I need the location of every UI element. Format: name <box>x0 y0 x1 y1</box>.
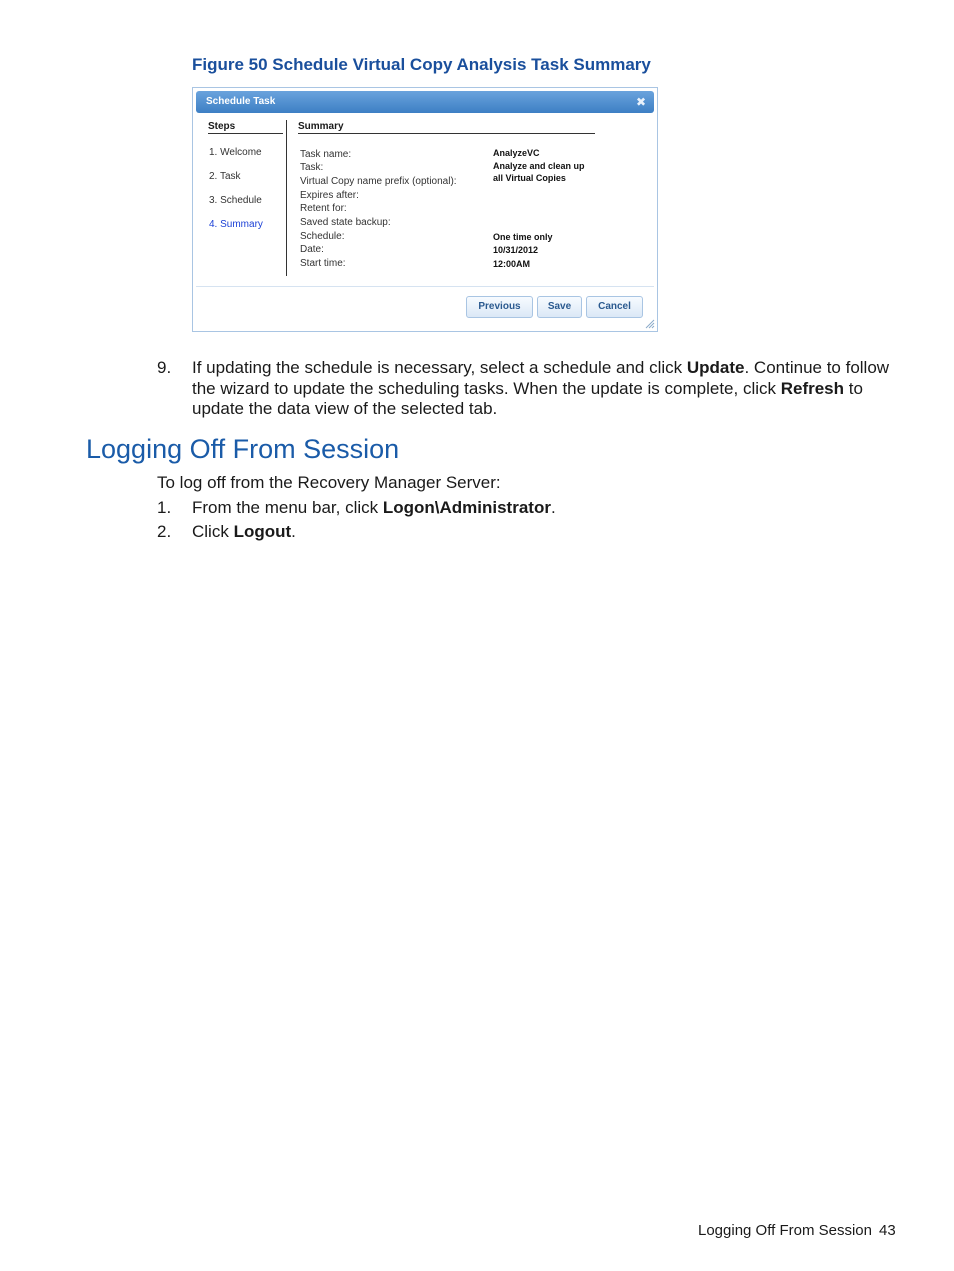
summary-header: Summary <box>298 121 595 134</box>
logout-command: Logout <box>233 522 292 541</box>
save-button[interactable]: Save <box>537 296 582 318</box>
label-saved-state-backup: Saved state backup: <box>300 217 391 228</box>
label-schedule: Schedule: <box>300 231 345 242</box>
resize-grip-icon[interactable] <box>645 319 655 329</box>
logon-administrator-command: Logon\Administrator <box>382 498 551 517</box>
value-task-line2: all Virtual Copies <box>493 173 566 183</box>
item-2-number: 2. <box>157 522 172 541</box>
step-9-line2 <box>192 379 902 400</box>
step-schedule[interactable]: 3. Schedule <box>209 195 262 206</box>
step-9-line3: update the data view of the selected tab. <box>192 399 498 418</box>
item-2-end: . <box>291 522 296 541</box>
label-task: Task: <box>300 162 324 173</box>
close-icon[interactable]: ✖ <box>635 95 647 109</box>
step-summary[interactable]: 4. Summary <box>209 219 263 230</box>
steps-divider <box>286 120 287 276</box>
schedule-task-dialog <box>192 87 658 332</box>
update-command: Update <box>686 358 745 377</box>
steps-header: Steps <box>208 121 283 134</box>
label-name-prefix: Virtual Copy name prefix (optional): <box>300 176 457 187</box>
step-9-text-3: the wizard to update the scheduling tasks. When the update is complete, click <box>192 378 781 398</box>
refresh-command: Refresh <box>780 378 845 398</box>
step-9-text <box>192 358 902 420</box>
step-9-text-1: If updating the schedule is necessary, select a schedule and click <box>192 358 687 377</box>
step-9-line1 <box>192 358 902 379</box>
label-task-name: Task name: <box>300 149 352 160</box>
value-date: 10/31/2012 <box>493 245 539 255</box>
dialog-title-bar[interactable] <box>196 91 654 113</box>
value-task-line1: Analyze and clean up <box>493 161 585 171</box>
previous-button[interactable]: Previous <box>466 296 533 318</box>
item-1-text <box>192 498 556 519</box>
footer-section-name: Logging Off From Session <box>698 1222 872 1239</box>
dialog-title: Schedule Task <box>206 96 276 107</box>
value-schedule: One time only <box>493 232 553 242</box>
section-title: Logging Off From Session <box>86 434 400 464</box>
cancel-button[interactable]: Cancel <box>586 296 643 318</box>
figure-caption: Figure 50 Schedule Virtual Copy Analysis Task Summary <box>192 55 651 74</box>
value-start-time: 12:00AM <box>493 259 531 269</box>
label-retent-for: Retent for: <box>300 203 347 214</box>
step-task[interactable]: 2. Task <box>209 171 241 182</box>
dialog-footer-divider <box>196 286 654 287</box>
label-date: Date: <box>300 244 324 255</box>
item-1-label: From the menu bar, click <box>192 498 383 517</box>
step-9-number: 9. <box>157 358 172 377</box>
label-expires-after: Expires after: <box>300 190 359 201</box>
item-1-number: 1. <box>157 498 172 517</box>
item-2-text <box>192 522 296 543</box>
step-welcome[interactable]: 1. Welcome <box>209 147 262 158</box>
item-2-label: Click <box>192 522 234 541</box>
section-intro: To log off from the Recovery Manager Server: <box>157 473 501 492</box>
step-9-text-4: to <box>844 378 863 398</box>
item-1-end: . <box>550 498 556 517</box>
label-start-time: Start time: <box>300 258 346 269</box>
step-9-text-2: . Continue to follow <box>744 358 890 377</box>
page-number: 43 <box>879 1222 896 1239</box>
value-task-name: AnalyzeVC <box>493 148 540 158</box>
